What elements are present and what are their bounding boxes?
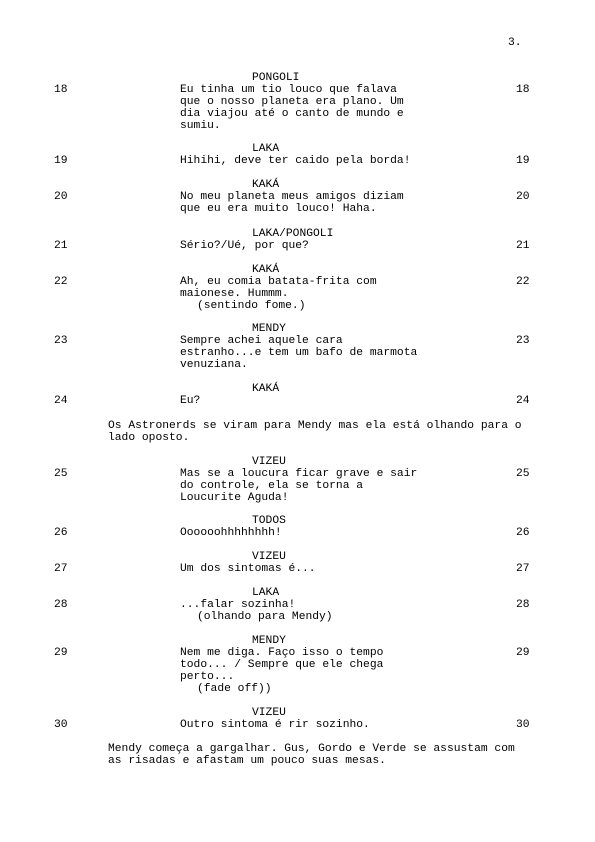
action-line: as risadas e afastam um pouco suas mesas. xyxy=(108,755,386,767)
scene-number-left: 30 xyxy=(54,719,68,732)
dialogue-line: perto... xyxy=(180,671,235,684)
character-name: LAKA xyxy=(252,143,280,155)
character-name: MENDY xyxy=(252,323,286,335)
dialogue-line: todo... / Sempre que ele chega xyxy=(180,659,384,672)
scene-number-right: 23 xyxy=(516,335,530,348)
dialogue-line: Hihihi, deve ter caido pela borda! xyxy=(180,155,411,168)
dialogue-line: Mas se a loucura ficar grave e sair xyxy=(180,468,418,481)
dialogue-line: Ah, eu comia batata-frita com xyxy=(180,276,377,289)
dialogue-line: Outro sintoma é rir sozinho. xyxy=(180,719,370,732)
character-name: VIZEU xyxy=(252,707,286,719)
scene-number-left: 24 xyxy=(54,395,68,408)
action-line: lado oposto. xyxy=(108,432,190,444)
character-name: KAKÁ xyxy=(252,383,280,395)
dialogue-line: que eu era muito louco! Haha. xyxy=(180,203,377,216)
scene-number-right: 20 xyxy=(516,191,530,204)
scene-number-right: 26 xyxy=(516,527,530,540)
parenthetical: (fade off)) xyxy=(197,683,272,696)
scene-number-right: 25 xyxy=(516,468,530,481)
character-name: LAKA xyxy=(252,587,280,599)
dialogue-line: que o nosso planeta era plano. Um xyxy=(180,96,404,109)
scene-number-right: 21 xyxy=(516,240,530,253)
scene-number-right: 22 xyxy=(516,276,530,289)
character-name: KAKÁ xyxy=(252,179,280,191)
scene-number-left: 27 xyxy=(54,563,68,576)
dialogue-line: ...falar sozinha! xyxy=(180,599,296,612)
dialogue-line: Oooooohhhhhhhh! xyxy=(180,527,282,540)
dialogue-line: Sério?/Ué, por que? xyxy=(180,240,309,253)
scene-number-right: 28 xyxy=(516,599,530,612)
scene-number-left: 20 xyxy=(54,191,68,204)
dialogue-line: venuziana. xyxy=(180,359,248,372)
scene-number-left: 18 xyxy=(54,84,68,97)
dialogue-line: Um dos sintomas é... xyxy=(180,563,316,576)
character-name: VIZEU xyxy=(252,456,286,468)
character-name: MENDY xyxy=(252,635,286,647)
dialogue-line: Eu? xyxy=(180,395,201,408)
dialogue-line: dia viajou até o canto de mundo e xyxy=(180,108,404,121)
dialogue-line: Nem me diga. Faço isso o tempo xyxy=(180,647,384,660)
scene-number-right: 24 xyxy=(516,395,530,408)
character-name: LAKA/PONGOLI xyxy=(252,228,334,240)
action-line: Mendy começa a gargalhar. Gus, Gordo e Verde se assustam com xyxy=(108,743,515,755)
parenthetical: (olhando para Mendy) xyxy=(197,611,333,624)
scene-number-right: 18 xyxy=(516,84,530,97)
dialogue-line: Loucurite Aguda! xyxy=(180,492,289,505)
character-name: KAKÁ xyxy=(252,264,280,276)
character-name: TODOS xyxy=(252,515,286,527)
scene-number-right: 19 xyxy=(516,155,530,168)
dialogue-line: maionese. Hummm. xyxy=(180,288,289,301)
dialogue-line: estranho...e tem um bafo de marmota xyxy=(180,347,418,360)
parenthetical: (sentindo fome.) xyxy=(197,300,306,313)
scene-number-left: 23 xyxy=(54,335,68,348)
scene-number-right: 30 xyxy=(516,719,530,732)
scene-number-left: 22 xyxy=(54,276,68,289)
scene-number-left: 29 xyxy=(54,647,68,660)
scene-number-left: 21 xyxy=(54,240,68,253)
scene-number-left: 26 xyxy=(54,527,68,540)
scene-number-left: 28 xyxy=(54,599,68,612)
scene-number-right: 27 xyxy=(516,563,530,576)
scene-number-left: 19 xyxy=(54,155,68,168)
dialogue-line: Sempre achei aquele cara xyxy=(180,335,343,348)
scene-number-right: 29 xyxy=(516,647,530,660)
dialogue-line: sumiu. xyxy=(180,120,221,133)
dialogue-line: do controle, ela se torna a xyxy=(180,480,364,493)
page-number: 3. xyxy=(508,37,522,49)
action-line: Os Astronerds se viram para Mendy mas ela está olhando para o xyxy=(108,420,522,432)
character-name: VIZEU xyxy=(252,551,286,563)
character-name: PONGOLI xyxy=(252,72,300,84)
dialogue-line: No meu planeta meus amigos diziam xyxy=(180,191,404,204)
dialogue-line: Eu tinha um tio louco que falava xyxy=(180,84,397,97)
scene-number-left: 25 xyxy=(54,468,68,481)
